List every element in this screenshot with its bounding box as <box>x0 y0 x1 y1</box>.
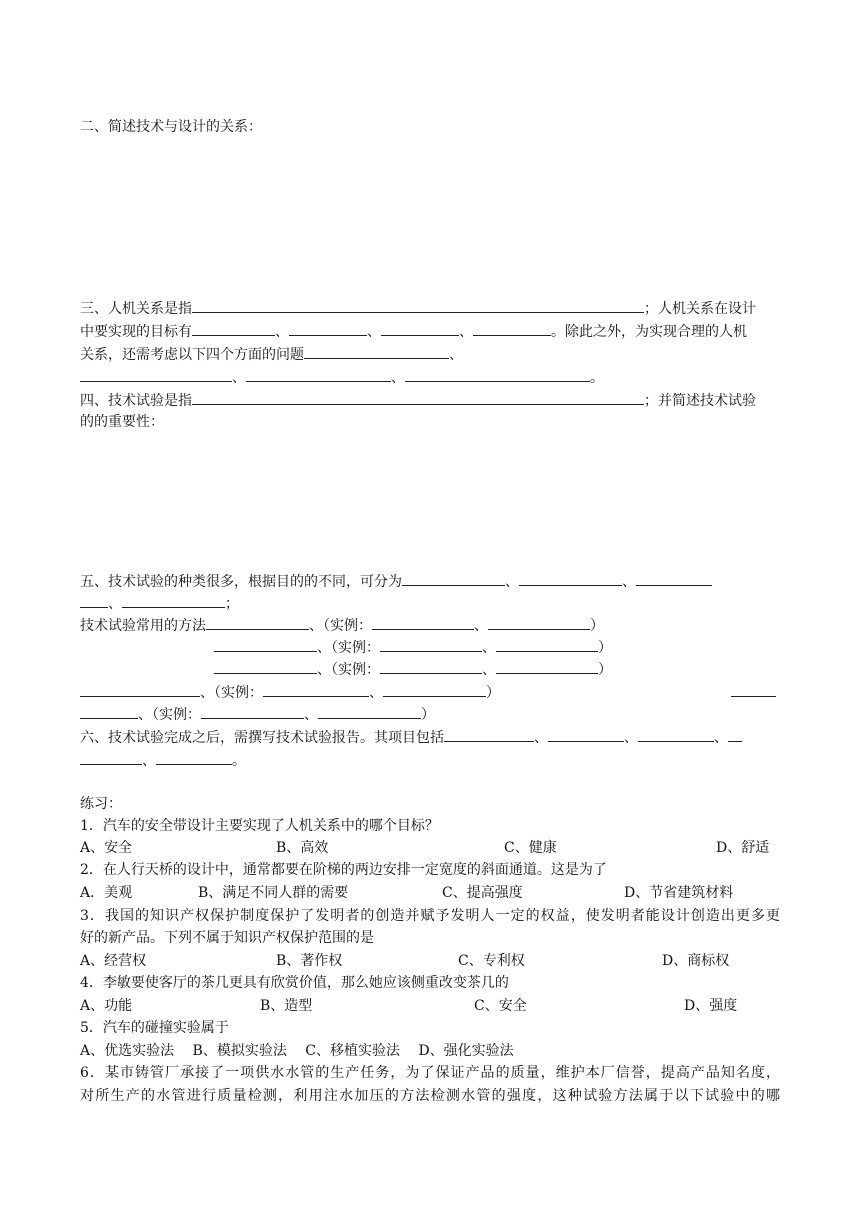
s3-suffix: ；人机关系在设计 <box>644 301 756 317</box>
example-open: （实例： <box>152 707 201 723</box>
option-d: D、商标权 <box>662 953 730 969</box>
question-4: 4．李敏要使客厅的茶几更具有欣赏价值，那么她应该侧重改变茶几的 <box>80 975 509 991</box>
sep: 、 <box>474 618 488 634</box>
section-5-line-7 <box>80 703 435 723</box>
sep: 、 <box>304 707 318 723</box>
example-close: ） <box>590 618 604 634</box>
blank <box>122 592 225 608</box>
sep: 、 <box>505 574 519 590</box>
option-b: B、高效 <box>276 840 329 856</box>
example-open: （实例： <box>331 662 380 678</box>
blank <box>402 570 505 586</box>
example-close: ） <box>598 662 612 678</box>
option-a: A、功能 <box>80 998 133 1014</box>
blank <box>519 570 622 586</box>
s3-prefix: 三、人机关系是指 <box>80 301 192 317</box>
blank <box>548 726 624 742</box>
blank <box>80 366 232 382</box>
blank <box>380 658 482 674</box>
section-5-line-6 <box>80 681 500 701</box>
sep: 、 <box>309 618 323 634</box>
period: 。 <box>232 753 246 769</box>
blank <box>289 320 367 336</box>
example-open: （实例： <box>214 685 263 701</box>
blank <box>80 749 142 765</box>
example-close: ） <box>486 685 500 701</box>
option-a: A、经营权 <box>80 953 147 969</box>
blank <box>444 726 534 742</box>
sep: 、 <box>200 685 214 701</box>
section-3-line-1 <box>80 297 756 317</box>
blank <box>728 726 742 742</box>
question-6-line-1: 6．某市铸管厂承接了一项供水水管的生产任务，为了保证产品的质量，维护本厂信誉，提高产品知名度， <box>80 1065 780 1081</box>
sep: 、 <box>138 707 152 723</box>
section-4-line-2: 的的重要性： <box>80 414 164 430</box>
blank <box>496 636 598 652</box>
question-5: 5．汽车的碰撞实验属于 <box>80 1020 229 1036</box>
blank <box>372 614 474 630</box>
section-2-title: 二、简述技术与设计的关系： <box>80 119 262 135</box>
sep: 、 <box>317 640 331 656</box>
section-5-line-2 <box>80 592 239 612</box>
option-d: D、节省建筑材料 <box>624 885 734 901</box>
sep: 、 <box>369 685 383 701</box>
sep: 、 <box>232 370 246 386</box>
sep: 、 <box>622 574 636 590</box>
blank <box>80 592 108 608</box>
section-6-line-2 <box>80 749 246 769</box>
s3-goals-label: 中要实现的目标有 <box>80 324 192 340</box>
blank <box>201 703 304 719</box>
sep: 、 <box>317 662 331 678</box>
option-d: D、舒适 <box>716 840 770 856</box>
example-open: （实例： <box>323 618 372 634</box>
sep: 、 <box>534 730 548 746</box>
sep: 、 <box>459 324 473 340</box>
blank <box>214 636 317 652</box>
section-3-line-3 <box>80 343 463 363</box>
example-close: ） <box>421 707 435 723</box>
blank <box>383 681 486 697</box>
option-b: B、著作权 <box>276 953 343 969</box>
sep: 、 <box>482 662 496 678</box>
option-d: D、强度 <box>684 998 738 1014</box>
sep: 、 <box>142 753 156 769</box>
blank <box>156 749 232 765</box>
option-a: A、安全 <box>80 840 133 856</box>
section-6-line-1 <box>80 726 742 746</box>
question-1: 1．汽车的安全带设计主要实现了人机关系中的哪个目标？ <box>80 818 439 834</box>
blank <box>246 366 391 382</box>
option-b: B、满足不同人群的需要 <box>198 885 349 901</box>
s3-aspects-label: 关系，还需考虑以下四个方面的问题 <box>80 347 304 363</box>
blank <box>263 681 369 697</box>
question-3-line-2: 好的新产品。下列不属于知识产权保护范围的是 <box>80 930 374 946</box>
sep: 、 <box>367 324 381 340</box>
blank <box>405 366 590 382</box>
blank <box>206 614 309 630</box>
section-4-line-1 <box>80 389 756 409</box>
option-b: B、造型 <box>260 998 313 1014</box>
blank <box>304 343 449 359</box>
blank <box>192 320 275 336</box>
section-3-line-4 <box>80 366 604 386</box>
blank <box>731 681 776 697</box>
s4-suffix: ；并简述技术试验 <box>644 393 756 409</box>
option-a: A．美观 <box>80 885 133 901</box>
blank <box>214 658 317 674</box>
sep: 、 <box>482 640 496 656</box>
semicolon: ； <box>225 596 239 612</box>
practice-heading: 练习： <box>80 796 122 812</box>
blank <box>638 726 714 742</box>
example-open: （实例： <box>331 640 380 656</box>
question-3-line-1: 3．我国的知识产权保护制度保护了发明者的创造并赋予发明人一定的权益，使发明者能设计创造出更多更 <box>80 908 780 924</box>
section-5-line-4 <box>214 636 612 656</box>
sep: 、 <box>391 370 405 386</box>
section-5-line-1 <box>80 570 712 590</box>
blank <box>192 389 644 405</box>
blank <box>380 636 482 652</box>
s4-prefix: 四、技术试验是指 <box>80 393 192 409</box>
blank <box>488 614 590 630</box>
blank <box>381 320 459 336</box>
sep: 、 <box>108 596 122 612</box>
section-5-line-6b <box>731 681 776 701</box>
blank <box>496 658 598 674</box>
blank <box>636 570 712 586</box>
example-close: ） <box>598 640 612 656</box>
methods-label: 技术试验常用的方法 <box>80 618 206 634</box>
section-3-line-2 <box>80 320 747 340</box>
option-c: C、安全 <box>474 998 527 1014</box>
option-c: C、提高强度 <box>442 885 523 901</box>
sep: 、 <box>624 730 638 746</box>
question-2: 2．在人行天桥的设计中，通常都要在阶梯的两边安排一定宽度的斜面通道。这是为了 <box>80 862 607 878</box>
option-c: C、健康 <box>504 840 557 856</box>
s5-prefix: 五、技术试验的种类很多，根据目的的不同，可分为 <box>80 574 402 590</box>
question-6-line-2: 对所生产的水管进行质量检测，利用注水加压的方法检测水管的强度，这种试验方法属于以下试验中的哪 <box>80 1088 780 1104</box>
section-5-line-5 <box>214 658 612 678</box>
option-c: C、专利权 <box>458 953 525 969</box>
blank <box>80 703 138 719</box>
question-5-options: A、优选实验法 B、模拟实验法 C、移植实验法 D、强化实验法 <box>80 1043 514 1059</box>
sep: 、 <box>449 347 463 363</box>
s3-more: 。除此之外，为实现合理的人机 <box>551 324 747 340</box>
blank <box>80 681 200 697</box>
sep: 、 <box>714 730 728 746</box>
sep: 、 <box>275 324 289 340</box>
blank <box>473 320 551 336</box>
s6-prefix: 六、技术试验完成之后，需撰写技术试验报告。其项目包括 <box>80 730 444 746</box>
blank <box>192 297 644 313</box>
period: 。 <box>590 370 604 386</box>
blank <box>318 703 421 719</box>
section-5-line-3 <box>80 614 604 634</box>
